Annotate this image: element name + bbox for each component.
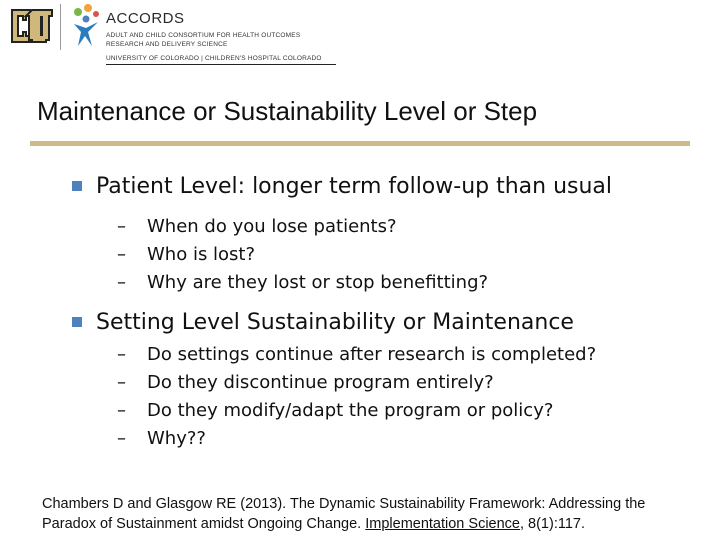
sub-item-text: Do they discontinue program entirely? — [147, 372, 494, 393]
dash-icon: – — [117, 428, 126, 449]
bullet-text: Setting Level Sustainability or Maintenance — [96, 310, 574, 335]
sub-item-text: Why?? — [147, 428, 206, 449]
sub-item-text: Who is lost? — [147, 244, 256, 265]
sub-item-text: Do they modify/adapt the program or policy? — [147, 400, 554, 421]
citation — [42, 494, 692, 534]
university-line: UNIVERSITY OF COLORADO | CHILDREN'S HOSPITAL COLORADO — [106, 55, 322, 62]
dash-icon: – — [117, 400, 126, 421]
sub-item-text: Do settings continue after research is completed? — [147, 344, 597, 365]
sub-item — [117, 372, 494, 393]
sub-item — [117, 244, 255, 265]
bullet-square-icon — [72, 317, 82, 327]
dash-icon: – — [117, 216, 126, 237]
bullet-setting-level — [72, 310, 574, 335]
dash-icon: – — [117, 272, 126, 293]
bullet-square-icon — [72, 181, 82, 191]
dash-icon: – — [117, 244, 126, 265]
dash-icon: – — [117, 344, 126, 365]
sub-item-text: When do you lose patients? — [147, 216, 397, 237]
header-divider — [60, 4, 61, 50]
accords-subtitle — [106, 32, 300, 49]
slide-title: Maintenance or Sustainability Level or Step — [37, 96, 538, 126]
citation-text: Chambers D and Glasgow RE (2013). The Dynamic Sustainability Framework: Addressing the Paradox of Sustainment amidst Ongoing Change. — [42, 496, 646, 532]
bullet-patient-level — [72, 174, 612, 199]
sub-item — [117, 344, 596, 365]
sub-item — [117, 400, 553, 421]
accords-title: ACCORDS — [106, 10, 185, 27]
header — [0, 0, 720, 72]
bullet-text: Patient Level: longer term follow-up than usual — [96, 174, 613, 199]
cu-logo-icon — [10, 6, 54, 46]
accords-subtitle-line1: ADULT AND CHILD CONSORTIUM FOR HEALTH OUTCOMES — [106, 32, 301, 39]
title-rule — [30, 141, 690, 146]
citation-volume: , 8(1):117. — [519, 516, 586, 532]
accords-figure-icon — [66, 2, 102, 48]
dash-icon: – — [117, 372, 126, 393]
accords-subtitle-line2: RESEARCH AND DELIVERY SCIENCE — [106, 40, 228, 48]
sub-item — [117, 272, 488, 293]
citation-journal: Implementation Science — [365, 516, 520, 532]
university-underline — [106, 64, 336, 65]
sub-item-text: Why are they lost or stop benefitting? — [147, 272, 489, 293]
sub-item — [117, 216, 397, 237]
sub-item — [117, 428, 206, 449]
